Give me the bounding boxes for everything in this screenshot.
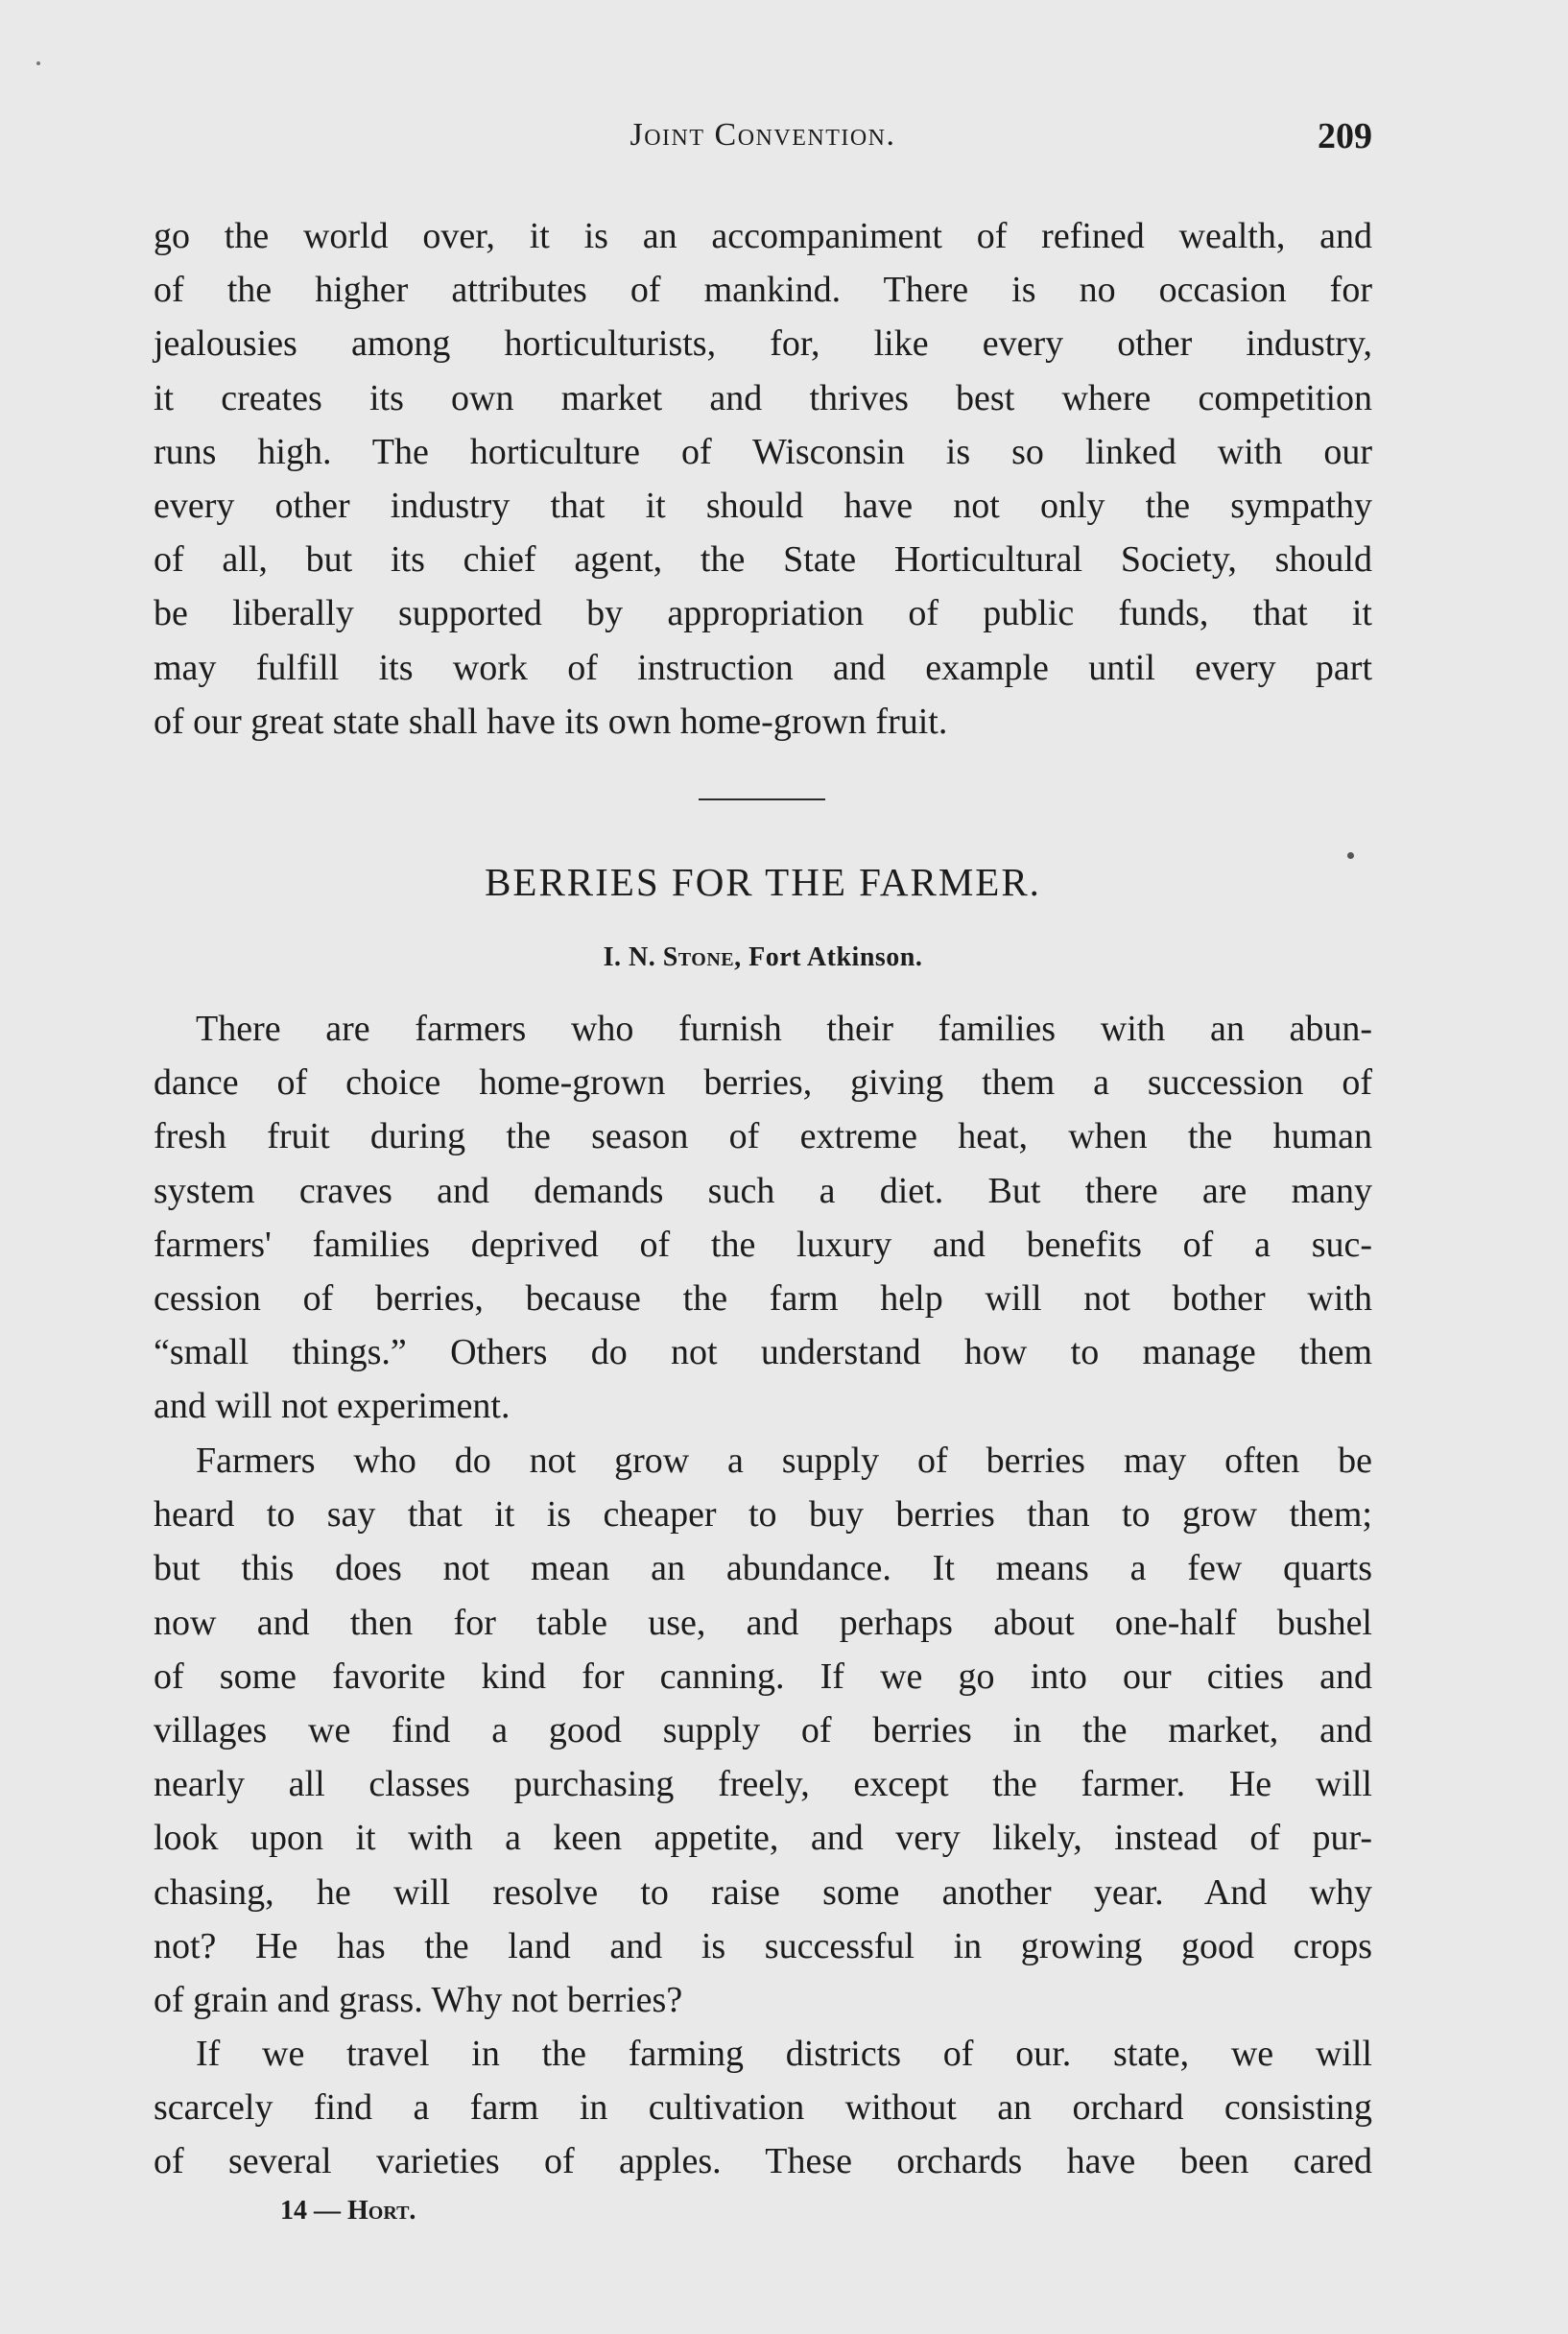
text-line: chasing, he will resolve to raise some another year. And why — [154, 1871, 1372, 1913]
text-line: villages we find a good supply of berries in the market, and — [154, 1710, 1372, 1751]
text-line: go the world over, it is an accompaniment of refined wealth, and — [154, 216, 1372, 256]
text-line: be liberally supported by appropriation of public funds, that it — [154, 593, 1372, 634]
text-line: fresh fruit during the season of extreme heat, when the human — [154, 1116, 1372, 1157]
section-divider — [699, 798, 825, 800]
text-line: but this does not mean an abundance. It means a few quarts — [154, 1548, 1372, 1589]
text-line: not? He has the land and is successful in growing good crops — [154, 1925, 1372, 1966]
ink-speck — [36, 61, 40, 65]
text-line: Farmers who do not grow a supply of berries may often be — [196, 1441, 1372, 1481]
text-line: of all, but its chief agent, the State Horticultural Society, should — [154, 539, 1372, 581]
text-line: system craves and demands such a diet. But there are many — [154, 1170, 1372, 1211]
text-line: and will not experiment. — [154, 1386, 511, 1427]
text-line: jealousies among horticulturists, for, like every other industry, — [154, 323, 1372, 365]
text-line: nearly all classes purchasing freely, except the farmer. He will — [154, 1764, 1372, 1805]
text-line: dance of choice home-grown berries, giving them a succession of — [154, 1062, 1372, 1104]
paragraph — [154, 2027, 1372, 2189]
ink-speck — [1347, 852, 1354, 859]
article-byline — [154, 942, 1372, 973]
author-location: Fort Atkinson. — [748, 942, 923, 972]
text-line: now and then for table use, and perhaps about one-half bushel — [154, 1602, 1372, 1643]
text-line: of our great state shall have its own home-grown fruit. — [154, 701, 948, 742]
article-title: BERRIES FOR THE FARMER. — [485, 860, 1041, 904]
text-line: There are farmers who furnish their families with an abun- — [196, 1009, 1372, 1049]
paragraph — [154, 1434, 1372, 2027]
paragraph — [154, 1002, 1372, 1434]
paragraph-continuation — [154, 209, 1372, 749]
text-line: of the higher attributes of mankind. There is no occasion for — [154, 270, 1372, 311]
text-line: look upon it with a keen appetite, and very likely, instead of pur- — [154, 1818, 1372, 1859]
text-line: of some favorite kind for canning. If we go into our cities and — [154, 1655, 1372, 1697]
text-line: every other industry that it should have not only the sympathy — [154, 486, 1372, 527]
text-line: heard to say that it is cheaper to buy berries than to grow them; — [154, 1494, 1372, 1536]
text-line: of several varieties of apples. These orchards have been cared — [154, 2141, 1372, 2182]
text-line: may fulfill its work of instruction and example until every part — [154, 647, 1372, 688]
text-line: farmers' families deprived of the luxury and benefits of a suc- — [154, 1224, 1372, 1265]
running-title: Joint Convention. — [630, 117, 896, 153]
text-line: cession of berries, because the farm help will not bother with — [154, 1278, 1372, 1320]
text-line: of grain and grass. Why not berries? — [154, 1980, 683, 2021]
signature-mark: 14 — Hort. — [280, 2196, 416, 2226]
page-number: 209 — [1318, 116, 1372, 156]
text-line: it creates its own market and thrives best where competition — [154, 377, 1372, 418]
text-line: runs high. The horticulture of Wisconsin is so linked with our — [154, 431, 1372, 472]
running-head — [154, 113, 1372, 161]
text-line: scarcely find a farm in cultivation without an orchard consisting — [154, 2087, 1372, 2129]
author-name: I. N. Stone, — [603, 942, 742, 972]
text-line: If we travel in the farming districts of our. state, we will — [196, 2034, 1372, 2074]
text-line: “small things.” Others do not understand how to manage them — [154, 1332, 1372, 1373]
